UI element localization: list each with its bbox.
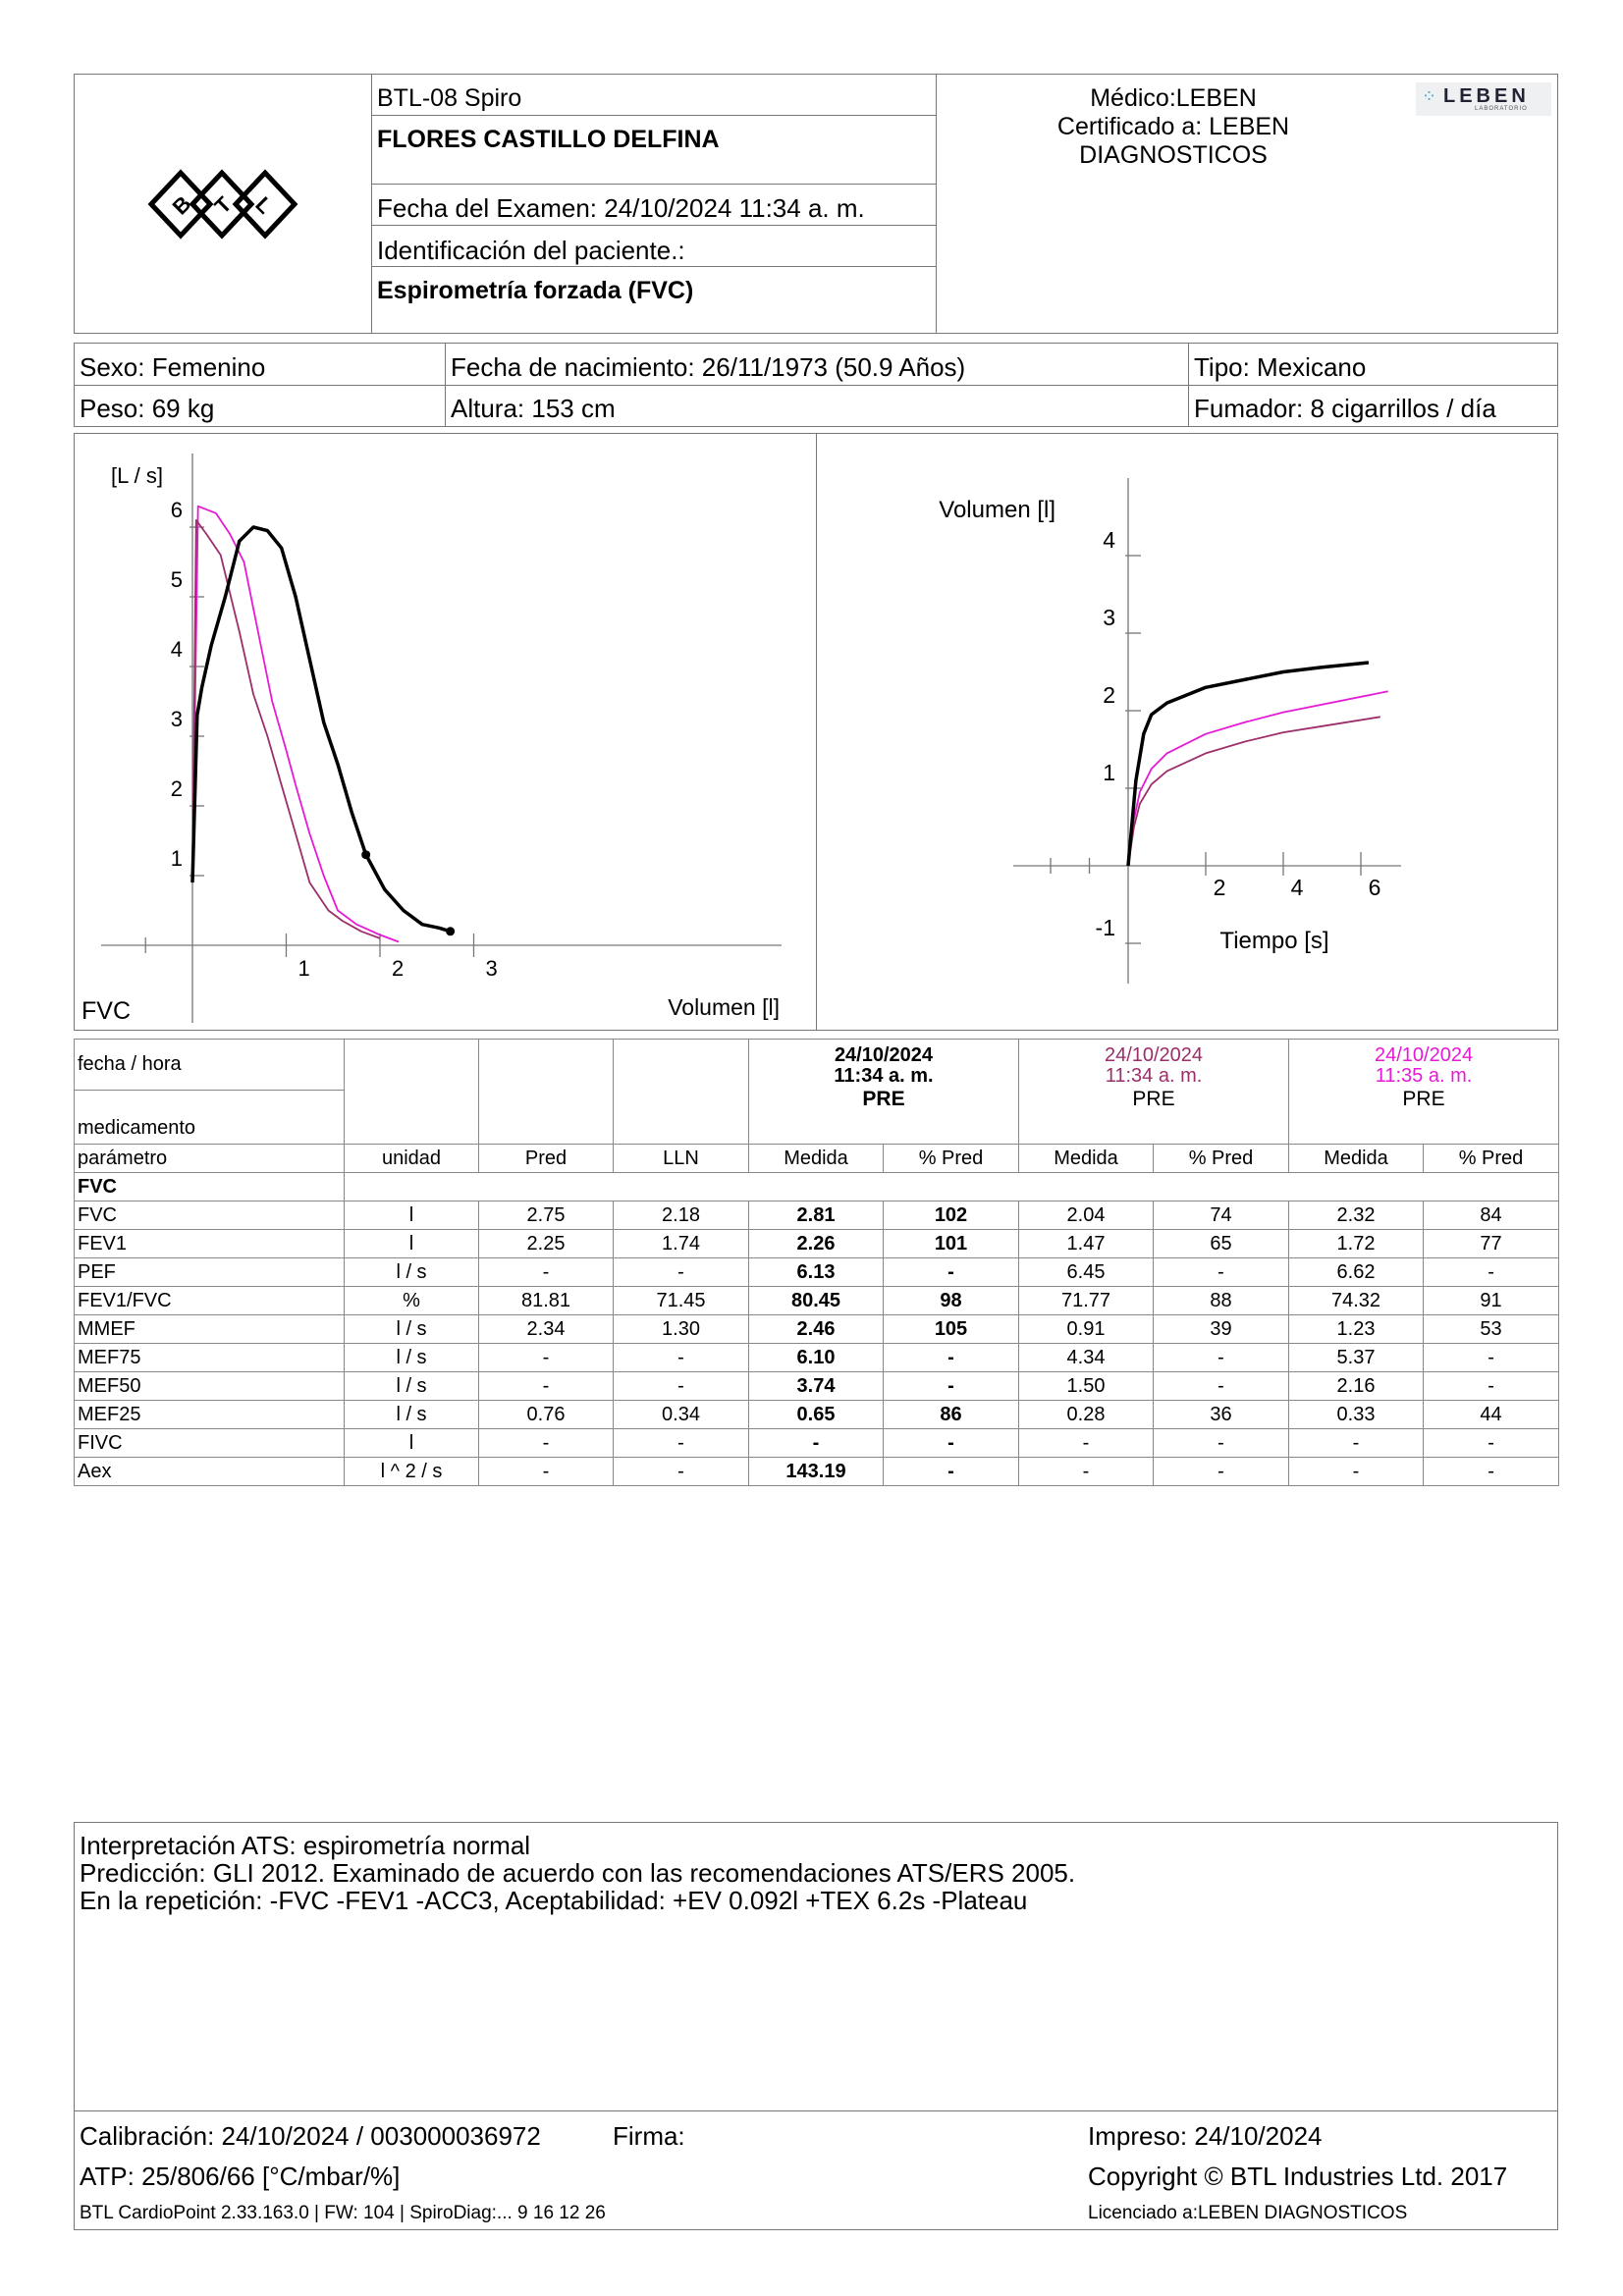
trial2-med: PRE	[1132, 1088, 1175, 1110]
interpretation-line-2: Predicción: GLI 2012. Examinado de acuerdo con las recomendaciones ATS/ERS 2005.	[80, 1858, 1076, 1888]
table-cell: 0.65	[749, 1401, 884, 1429]
table-cell: 2.81	[749, 1201, 884, 1230]
table-cell: MMEF	[75, 1315, 345, 1344]
table-cell: %	[345, 1287, 479, 1315]
col-pct-pred-1: % Pred	[884, 1145, 1019, 1173]
smoker: Fumador: 8 cigarrillos / día	[1194, 394, 1496, 423]
y-axis-label: Volumen [l]	[939, 497, 1055, 523]
table-cell: -	[884, 1372, 1019, 1401]
series-line	[1128, 663, 1369, 866]
table-cell: -	[884, 1258, 1019, 1287]
interpretation-line-1: Interpretación ATS: espirometría normal	[80, 1831, 531, 1860]
y-axis-label: [L / s]	[111, 463, 163, 488]
marker-point	[361, 850, 370, 859]
table-cell: 44	[1424, 1401, 1559, 1429]
flow-volume-chart	[75, 434, 815, 1029]
table-cell: -	[1424, 1344, 1559, 1372]
table-cell: -	[1154, 1372, 1289, 1401]
table-cell: 0.33	[1289, 1401, 1424, 1429]
trial1-med: PRE	[862, 1088, 905, 1110]
table-cell: 0.76	[479, 1401, 614, 1429]
col-medida-2: Medida	[1019, 1145, 1154, 1173]
table-row	[75, 1401, 1559, 1429]
table-cell: 1.23	[1289, 1315, 1424, 1344]
table-cell: -	[884, 1429, 1019, 1458]
table-cell: 1.47	[1019, 1230, 1154, 1258]
table-cell: Aex	[75, 1458, 345, 1486]
table-cell: l / s	[345, 1372, 479, 1401]
table-cell: 91	[1424, 1287, 1559, 1315]
table-cell: 143.19	[749, 1458, 884, 1486]
leben-logo-text: LEBEN	[1443, 85, 1530, 107]
table-cell: -	[749, 1429, 884, 1458]
trial3-med: PRE	[1402, 1088, 1445, 1110]
col-medida-3: Medida	[1289, 1145, 1424, 1173]
table-cell: 0.91	[1019, 1315, 1154, 1344]
series-line	[1128, 691, 1388, 866]
table-cell: FVC	[75, 1201, 345, 1230]
trial2-header	[1019, 1040, 1289, 1145]
table-cell: 4.34	[1019, 1344, 1154, 1372]
table-cell: 80.45	[749, 1287, 884, 1315]
table-cell: 2.04	[1019, 1201, 1154, 1230]
table-cell: -	[614, 1429, 749, 1458]
y-tick-label: 6	[170, 498, 183, 522]
table-cell: -	[1154, 1344, 1289, 1372]
interpretation-text	[80, 1832, 1075, 1914]
table-cell: MEF50	[75, 1372, 345, 1401]
table-row	[75, 1344, 1559, 1372]
marker-point	[446, 927, 455, 935]
y-tick-label: 2	[1103, 682, 1115, 708]
table-cell: l	[345, 1230, 479, 1258]
series-line	[192, 520, 380, 938]
table-cell: -	[479, 1258, 614, 1287]
table-cell: 1.30	[614, 1315, 749, 1344]
table-cell: 36	[1154, 1401, 1289, 1429]
col-lln: LLN	[614, 1145, 749, 1173]
table-cell: -	[1424, 1258, 1559, 1287]
table-cell: 0.34	[614, 1401, 749, 1429]
y-tick-label: 3	[1103, 605, 1115, 630]
x-tick-label: 4	[1290, 875, 1304, 900]
table-cell: 74	[1154, 1201, 1289, 1230]
x-tick-label: 2	[392, 956, 405, 981]
section-fvc: FVC	[75, 1173, 345, 1201]
y-tick-label: -1	[1095, 915, 1115, 940]
x-tick-label: 1	[298, 956, 310, 981]
table-cell: l / s	[345, 1258, 479, 1287]
doctor-name: Médico:LEBEN	[1090, 84, 1257, 112]
device-name: BTL-08 Spiro	[377, 84, 522, 112]
table-row	[75, 1315, 1559, 1344]
col-pred: Pred	[479, 1145, 614, 1173]
col-pct-pred-2: % Pred	[1154, 1145, 1289, 1173]
date-of-birth: Fecha de nacimiento: 26/11/1973 (50.9 Años)	[451, 352, 966, 382]
x-axis-label: Volumen [l]	[668, 994, 780, 1020]
atp: ATP: 25/806/66 [°C/mbar/%]	[80, 2162, 401, 2191]
y-tick-label: 5	[170, 567, 183, 592]
trial2-time: 11:34 a. m.	[1105, 1065, 1203, 1087]
table-cell: PEF	[75, 1258, 345, 1287]
table-cell: l ^ 2 / s	[345, 1458, 479, 1486]
table-row	[75, 1458, 1559, 1486]
interpretation-line-3: En la repetición: -FVC -FEV1 -ACC3, Aceptabilidad: +EV 0.092l +TEX 6.2s -Plateau	[80, 1886, 1028, 1915]
table-cell: 2.46	[749, 1315, 884, 1344]
weight: Peso: 69 kg	[80, 394, 215, 423]
table-cell: -	[479, 1429, 614, 1458]
printed-date: Impreso: 24/10/2024	[1088, 2121, 1323, 2151]
ethnicity: Tipo: Mexicano	[1194, 352, 1367, 382]
table-cell: 1.74	[614, 1230, 749, 1258]
table-row	[75, 1201, 1559, 1230]
col-parametro: parámetro	[75, 1145, 345, 1173]
x-tick-label: 2	[1213, 875, 1226, 900]
table-cell: -	[1019, 1429, 1154, 1458]
table-cell: 71.45	[614, 1287, 749, 1315]
col-pct-pred-3: % Pred	[1424, 1145, 1559, 1173]
table-cell: -	[1154, 1258, 1289, 1287]
table-cell: 2.26	[749, 1230, 884, 1258]
col-medida-1: Medida	[749, 1145, 884, 1173]
table-cell: 2.32	[1289, 1201, 1424, 1230]
table-cell: 3.74	[749, 1372, 884, 1401]
table-cell: 86	[884, 1401, 1019, 1429]
copyright: Copyright © BTL Industries Ltd. 2017	[1088, 2162, 1508, 2191]
table-row	[75, 1258, 1559, 1287]
label-fecha-hora: fecha / hora	[75, 1040, 345, 1091]
height: Altura: 153 cm	[451, 394, 616, 423]
table-cell: -	[479, 1372, 614, 1401]
table-row	[75, 1287, 1559, 1315]
table-cell: 6.10	[749, 1344, 884, 1372]
table-cell: 65	[1154, 1230, 1289, 1258]
calibration: Calibración: 24/10/2024 / 003000036972	[80, 2121, 541, 2151]
table-cell: 6.13	[749, 1258, 884, 1287]
table-cell: 84	[1424, 1201, 1559, 1230]
table-cell: -	[1424, 1429, 1559, 1458]
table-cell: FEV1/FVC	[75, 1287, 345, 1315]
trial2-date: 24/10/2024	[1104, 1044, 1204, 1066]
signature-label: Firma:	[613, 2121, 685, 2151]
certified-to: Certificado a: LEBEN	[1056, 113, 1290, 140]
software-version: BTL CardioPoint 2.33.163.0 | FW: 104 | SpiroDiag:... 9 16 12 26	[80, 2203, 606, 2223]
table-cell: -	[614, 1344, 749, 1372]
licensed-to: Licenciado a:LEBEN DIAGNOSTICOS	[1088, 2203, 1408, 2223]
table-cell: 88	[1154, 1287, 1289, 1315]
trial3-header	[1289, 1040, 1559, 1145]
table-cell: -	[614, 1458, 749, 1486]
series-line	[192, 507, 399, 942]
table-cell: 102	[884, 1201, 1019, 1230]
svg-text:L: L	[250, 191, 278, 219]
table-cell: 39	[1154, 1315, 1289, 1344]
table-cell: 1.50	[1019, 1372, 1154, 1401]
table-cell: -	[1289, 1458, 1424, 1486]
results-table	[74, 1039, 1559, 1486]
table-cell: -	[479, 1458, 614, 1486]
table-cell: -	[884, 1458, 1019, 1486]
table-cell: 6.62	[1289, 1258, 1424, 1287]
table-cell: l / s	[345, 1344, 479, 1372]
table-cell: 2.16	[1289, 1372, 1424, 1401]
patient-name: FLORES CASTILLO DELFINA	[377, 126, 720, 153]
trial3-date: 24/10/2024	[1374, 1044, 1474, 1066]
table-cell: 5.37	[1289, 1344, 1424, 1372]
table-cell: 98	[884, 1287, 1019, 1315]
table-cell: 2.18	[614, 1201, 749, 1230]
series-line	[1128, 717, 1380, 866]
volume-time-chart	[817, 434, 1557, 1029]
table-cell: 101	[884, 1230, 1019, 1258]
trial3-time: 11:35 a. m.	[1375, 1065, 1473, 1087]
chart-title: FVC	[81, 997, 131, 1025]
table-cell: -	[1019, 1458, 1154, 1486]
table-cell: -	[1424, 1372, 1559, 1401]
svg-text:B: B	[167, 190, 196, 220]
table-row	[75, 1372, 1559, 1401]
table-cell: 74.32	[1289, 1287, 1424, 1315]
y-tick-label: 4	[170, 637, 183, 662]
table-row	[75, 1429, 1559, 1458]
table-cell: l	[345, 1429, 479, 1458]
table-cell: l	[345, 1201, 479, 1230]
doctor-info	[982, 84, 1365, 170]
exam-date: Fecha del Examen: 24/10/2024 11:34 a. m.	[377, 193, 865, 223]
btl-logo-icon	[147, 165, 299, 243]
y-tick-label: 1	[170, 846, 183, 871]
table-cell: l / s	[345, 1315, 479, 1344]
table-cell: 2.25	[479, 1230, 614, 1258]
table-cell: FEV1	[75, 1230, 345, 1258]
label-medicamento: medicamento	[75, 1091, 345, 1145]
table-cell: 53	[1424, 1315, 1559, 1344]
table-cell: -	[1424, 1458, 1559, 1486]
y-tick-label: 2	[170, 776, 183, 801]
leben-logo-sub: LABORATORIO	[1475, 106, 1528, 112]
table-cell: 6.45	[1019, 1258, 1154, 1287]
trial1-date: 24/10/2024	[834, 1044, 934, 1066]
table-cell: -	[614, 1372, 749, 1401]
x-tick-label: 3	[485, 956, 498, 981]
y-tick-label: 1	[1103, 760, 1115, 785]
leben-logo	[1416, 82, 1551, 116]
table-cell: 2.34	[479, 1315, 614, 1344]
table-row	[75, 1230, 1559, 1258]
table-cell: 71.77	[1019, 1287, 1154, 1315]
table-cell: l / s	[345, 1401, 479, 1429]
table-cell: -	[884, 1344, 1019, 1372]
y-tick-label: 3	[170, 707, 183, 731]
y-tick-label: 4	[1103, 527, 1115, 553]
table-cell: -	[1154, 1429, 1289, 1458]
x-axis-label: Tiempo [s]	[1219, 928, 1329, 954]
table-cell: -	[479, 1344, 614, 1372]
patient-id: Identificación del paciente.:	[377, 236, 685, 265]
table-cell: MEF25	[75, 1401, 345, 1429]
table-cell: 1.72	[1289, 1230, 1424, 1258]
table-cell: -	[614, 1258, 749, 1287]
sex: Sexo: Femenino	[80, 352, 266, 382]
svg-text:T: T	[209, 191, 237, 219]
test-name: Espirometría forzada (FVC)	[377, 277, 694, 304]
table-cell: 105	[884, 1315, 1019, 1344]
trial1-time: 11:34 a. m.	[834, 1065, 934, 1087]
table-cell: 0.28	[1019, 1401, 1154, 1429]
table-cell: -	[1154, 1458, 1289, 1486]
table-cell: 2.75	[479, 1201, 614, 1230]
col-unidad: unidad	[345, 1145, 479, 1173]
table-cell: 77	[1424, 1230, 1559, 1258]
trial1-header	[749, 1040, 1019, 1145]
certified-org: DIAGNOSTICOS	[1079, 141, 1268, 169]
x-tick-label: 6	[1368, 875, 1381, 900]
table-cell: -	[1289, 1429, 1424, 1458]
leben-mark-icon: ⁘	[1422, 86, 1437, 106]
table-cell: MEF75	[75, 1344, 345, 1372]
table-cell: 81.81	[479, 1287, 614, 1315]
table-cell: FIVC	[75, 1429, 345, 1458]
